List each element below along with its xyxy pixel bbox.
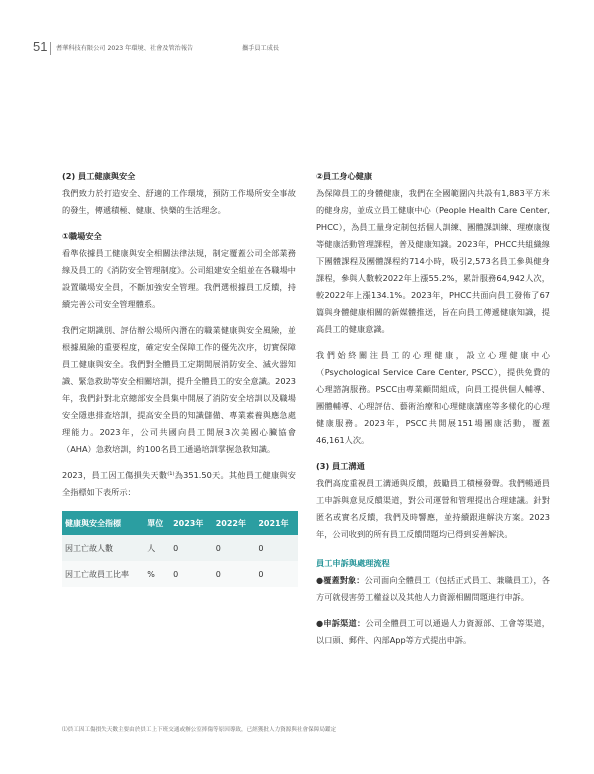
table-cell: 0 [215, 569, 221, 579]
page-header [0, 39, 594, 56]
table-cell: 0 [258, 543, 264, 553]
paragraph-intro: 我們致力於打造安全、舒適的工作環境，預防工作場所安全事故的發生，傳遞積極、健康、快樂的生活理念。 [62, 188, 296, 215]
paragraph-communication: 我們高度重視員工溝通與反饋，鼓勵員工積極發聲。我們暢通員工申訴與意見反饋渠道，對公司運營和管理提出合理建議。針對匿名或實名反饋，我們及時響應，並持續跟進解決方案。2023年，公司收到的所有員工反饋問題均已得到妥善解決。 [316, 478, 550, 539]
table-cell: 因工亡故人數 [65, 543, 113, 553]
col-header-indicator: 健康與安全指標 [65, 518, 121, 528]
right-column [316, 168, 550, 649]
col-header-2022: 2022年 [215, 518, 246, 528]
subheading-grievance-process: 員工申訴與處理流程 [316, 558, 390, 568]
table-header-row [62, 511, 298, 535]
subheading-physical-mental-health: ②員工身心健康 [316, 171, 373, 181]
paragraph-lost-days: 2023，員工因工傷損失天數⁽¹⁾為351.50天。其他員工健康與安全指標如下表所示： [62, 470, 296, 497]
bullet-channels [316, 615, 550, 649]
table-cell: 0 [258, 569, 264, 579]
bullet-icon: ● [316, 618, 324, 628]
section-heading-health-safety: (2) 員工健康與安全 [62, 171, 136, 181]
bullet-label-channels: 申訴渠道： [323, 618, 366, 628]
table-row [62, 561, 298, 587]
table-cell: 0 [173, 569, 179, 579]
section-heading-communication: (3) 員工溝通 [316, 461, 365, 471]
left-column [62, 168, 296, 587]
table-cell: % [147, 569, 155, 579]
table-cell: 0 [173, 543, 179, 553]
paragraph-phcc: 為保障員工的身體健康，我們在全國範圍內共設有1,883平方米的健身房，並成立員工健康中心（People Health Care Center, PHCC），為員工量身定制包括個人訓練、團體課訓練、理療康復等健康活動管理課程，普及健康知識。2023年，PHCC共組織線下團體課程及團體課程約714小時，吸引2,573名員工參與健身課程，參與人數較2022年上漲55.2%，累計服務64,942人次，較2022年上漲134.1%。2023年，PHCC共面向員工發佈了67篇與身體健康相關的新媒體推送，旨在向員工傳遞健康知識，提高員工的健康意識。 [316, 188, 550, 334]
table-row [62, 535, 298, 561]
report-title: 耆華科技有限公司 2023 年環境、社會及管治報告 [56, 45, 194, 52]
bullet-icon: ● [316, 575, 324, 585]
table-cell: 人 [147, 543, 156, 553]
col-header-unit: 單位 [147, 518, 164, 528]
col-header-2021: 2021年 [258, 518, 289, 528]
paragraph-risk-training: 我們定期識別、評估辦公場所內潛在的職業健康與安全風險，並根據風險的重要程度，確定安全保障工作的優先次序，切實保障員工健康與安全。我們對全體員工定期開展消防安全、滅火器知識、緊急救助等安全相關培訓，提升全體員工的安全意識。2023年，我們針對北京總部安全員集中開展了消防安全培訓以及職場安全隱患排查培訓，提高安全員的知識儲備、專業素養與應急處理能力。2023年，公司共國向員工開展3次美國心臟協會（AHA）急救培訓，約100名員工通過培訓掌握急救知識。 [62, 325, 296, 454]
bullet-text-channels: 公司全體員工可以通過人力資源部、工會等渠道，以口頭、郵件、內部App等方式提出申訴。 [316, 618, 550, 645]
bullet-coverage [316, 572, 550, 606]
health-safety-table [62, 511, 298, 587]
section-title: 攜手員工成長 [242, 45, 280, 52]
bullet-label-coverage: 覆蓋對象： [323, 575, 365, 585]
subheading-workplace-safety: ①職場安全 [62, 231, 102, 241]
header-divider [50, 42, 51, 55]
page-number: 51 [33, 39, 48, 54]
paragraph-pscc: 我們始終關注員工的心理健康，設立心理健康中心（Psychological Service Care Center, PSCC），提供免費的心理諮詢服務。PSCC由專業顧問組成，向員工提供個人輔導、團體輔導、心理評估、藝術治療和心理健康講座等多樣化的心理健康服務。2023年，PSCC共開展151場團康活動，覆蓋46,161人次。 [316, 350, 550, 445]
table-cell: 0 [215, 543, 221, 553]
paragraph-safety-policy: 看準依據員工健康與安全相關法律法規，制定覆蓋公司全部業務線及員工的《消防安全管理制度》。公司組建安全組並在各職場中設置職場安全員，不斷加強安全管理。我們選根據員工反饋，持續完善公司安全管理體系。 [62, 248, 296, 309]
footnote: ⑴員工因工傷損失天數主要由於員工上下班交通或辦公室摔傷等原因導致，已經獲批人力資源與社會保障局鑑定 [62, 727, 337, 733]
col-header-2023: 2023年 [173, 518, 204, 528]
table-cell: 因工亡故員工比率 [65, 569, 129, 579]
bullet-text-coverage: 公司面向全體員工（包括正式員工、兼職員工），各方可就侵害勞工權益以及其他人力資源相關問題進行申訴。 [316, 575, 550, 602]
